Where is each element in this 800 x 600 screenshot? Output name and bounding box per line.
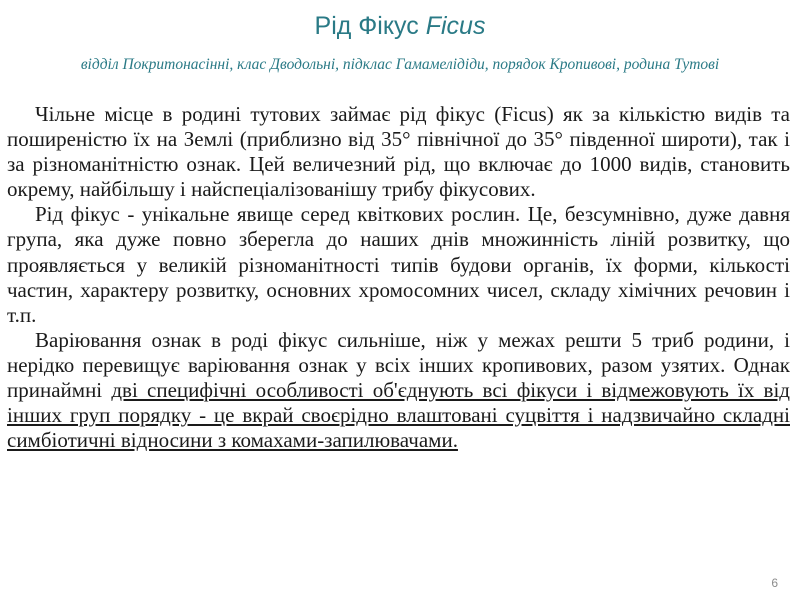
body-text <box>7 102 790 453</box>
paragraph-3-text: Варіювання ознак в роді фікус сильніше, ніж у межах решти 5 триб родини, і нерідко перевищує варіювання ознак у всіх інших кропивових, разом узятих. Однак принаймні <box>7 327 790 403</box>
title-latin-name: Ficus <box>425 12 486 40</box>
paragraph-1-text-b: ) як за кількістю видів та поширеністю їх на Землі (приблизно від 35° північної до 35° південної широти), так і за різноманітністю ознак. Цей величезний рід, що включає до 1000 видів, становить окрему, найбільшу і найспеціалізованішу трибу фікусових. <box>7 102 790 202</box>
paragraph-2: Рід фікус - унікальне явище серед квіткових рослин. Це, безсумнівно, дуже давня група, яка дуже повно зберегла до наших днів множинність ліній розвитку, що проявляється у великій різноманітності типів будови органів, їх форми, кількості частин, характеру розвитку, основних хромосомних чисел, складу хімічних речовин і т.п. <box>7 202 790 327</box>
page-number: 6 <box>771 576 778 590</box>
paragraph-1-latin: Ficus <box>501 102 547 126</box>
paragraph-1 <box>7 102 790 202</box>
paragraph-1-text-a: Чільне місце в родині тутових займає рід фікус ( <box>35 102 502 126</box>
paragraph-3 <box>7 328 790 453</box>
slide-subtitle: відділ Покритонасінні, клас Дводольні, підклас Гамамелідіди, порядок Кропивові, родина Тутові <box>80 56 720 73</box>
slide-title <box>0 10 800 42</box>
title-text: Рід Фікус <box>314 12 426 40</box>
paragraph-3-underlined-text: дві специфічні особливості об'єднують всі фікуси і відмежовують їх від інших груп порядку - це вкрай своєрідно влаштовані суцвіття і надзвичайно складні симбіотичні відносини з комахами-запилювачами. <box>7 378 790 453</box>
